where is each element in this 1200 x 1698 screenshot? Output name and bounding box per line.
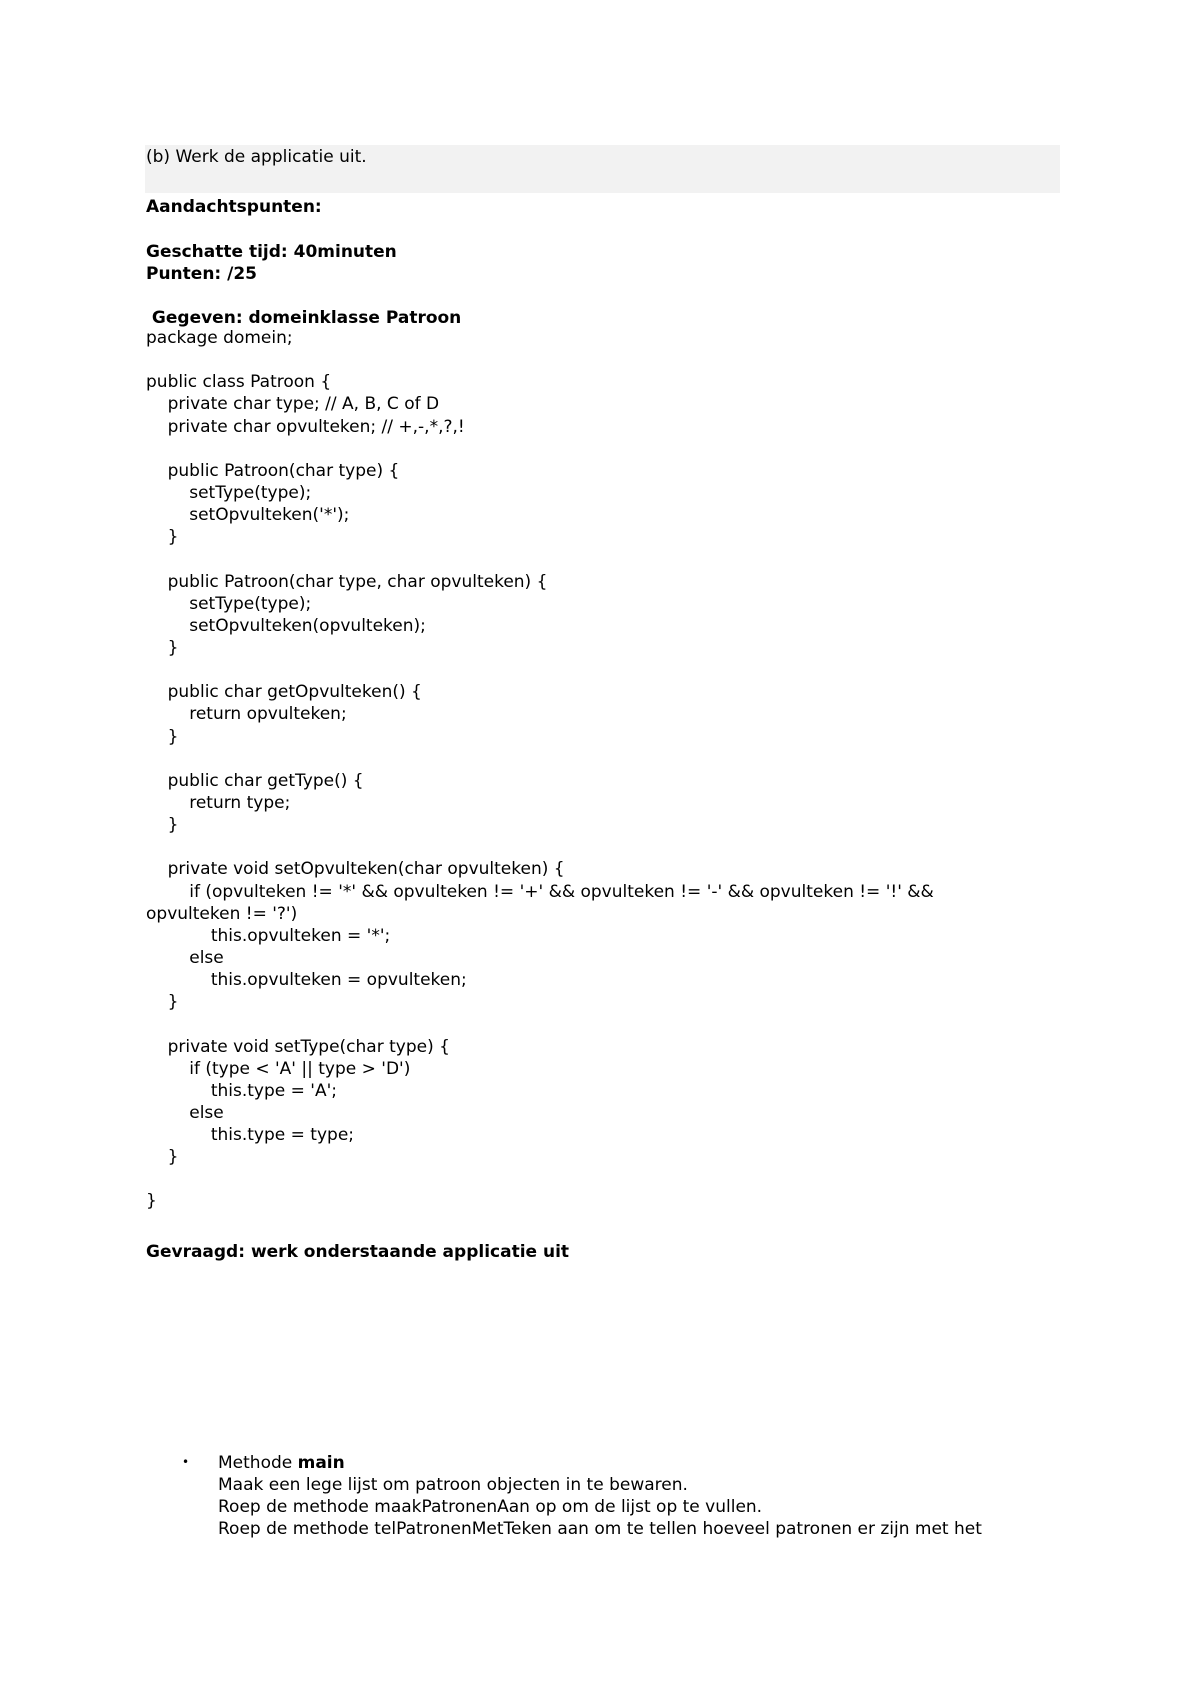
- code-line: private char opvulteken; // +,-,*,?,!: [146, 416, 465, 437]
- code-line: public Patroon(char type) {: [146, 460, 400, 481]
- bullet-method: main: [297, 1453, 345, 1473]
- points-label: Punten: /25: [146, 264, 258, 284]
- code-line: [146, 1013, 934, 1035]
- estimated-time: Geschatte tijd: 40minuten: [146, 242, 397, 262]
- code-line: this.opvulteken = opvulteken;: [146, 970, 467, 991]
- code-line: this.type = type;: [146, 1125, 355, 1146]
- code-line: setType(type);: [146, 482, 312, 503]
- bullet-line: Maak een lege lijst om patroon objecten in te bewaren.: [218, 1475, 688, 1495]
- code-line: [146, 659, 934, 681]
- code-line: public char getOpvulteken() {: [146, 682, 422, 703]
- code-line: return opvulteken;: [146, 704, 347, 725]
- code-line: }: [146, 1147, 179, 1168]
- code-line: [146, 548, 934, 570]
- code-line: }: [146, 1191, 157, 1212]
- code-line: }: [146, 815, 179, 836]
- code-line: [146, 748, 934, 770]
- code-line: if (type < 'A' || type > 'D'): [146, 1058, 411, 1079]
- bullet-title: [218, 1452, 345, 1474]
- given-heading: Gegeven: domeinklasse Patroon: [146, 308, 462, 328]
- code-line: }: [146, 637, 179, 658]
- code-line: private void setOpvulteken(char opvulteken) {: [146, 859, 565, 880]
- question-text: (b) Werk de applicatie uit.: [146, 147, 367, 167]
- bullet-prefix: Methode: [218, 1453, 298, 1473]
- code-line: this.opvulteken = '*';: [146, 925, 391, 946]
- code-block: [146, 327, 934, 1213]
- code-line: setType(type);: [146, 593, 312, 614]
- bullet-line: Roep de methode maakPatronenAan op om de lijst op te vullen.: [218, 1497, 763, 1517]
- code-line: package domein;: [146, 328, 293, 348]
- code-line: public char getType() {: [146, 770, 364, 791]
- code-line: [146, 836, 934, 858]
- code-line: if (opvulteken != '*' && opvulteken != '+' && opvulteken != '-' && opvulteken != '!' &&: [146, 881, 934, 902]
- code-line: this.type = 'A';: [146, 1080, 338, 1101]
- code-line: [146, 1168, 934, 1190]
- code-line: setOpvulteken('*');: [146, 505, 350, 526]
- code-line: [146, 349, 934, 371]
- bullet-icon: •: [182, 1455, 190, 1469]
- attention-label: Aandachtspunten:: [146, 197, 322, 217]
- asked-heading: Gevraagd: werk onderstaande applicatie uit: [146, 1242, 570, 1262]
- code-line: setOpvulteken(opvulteken);: [146, 615, 426, 636]
- code-line: }: [146, 992, 179, 1013]
- code-line: opvulteken != '?'): [146, 903, 298, 924]
- code-line: [146, 438, 934, 460]
- code-line: }: [146, 726, 179, 747]
- bullet-line: Roep de methode telPatronenMetTeken aan om te tellen hoeveel patronen er zijn met het: [218, 1519, 982, 1539]
- code-line: else: [146, 1102, 224, 1123]
- code-line: private void setType(char type) {: [146, 1036, 450, 1057]
- code-line: }: [146, 527, 179, 548]
- code-line: return type;: [146, 792, 291, 813]
- code-line: else: [146, 947, 224, 968]
- code-line: public Patroon(char type, char opvulteken) {: [146, 571, 548, 592]
- code-line: public class Patroon {: [146, 372, 332, 393]
- code-line: private char type; // A, B, C of D: [146, 394, 440, 415]
